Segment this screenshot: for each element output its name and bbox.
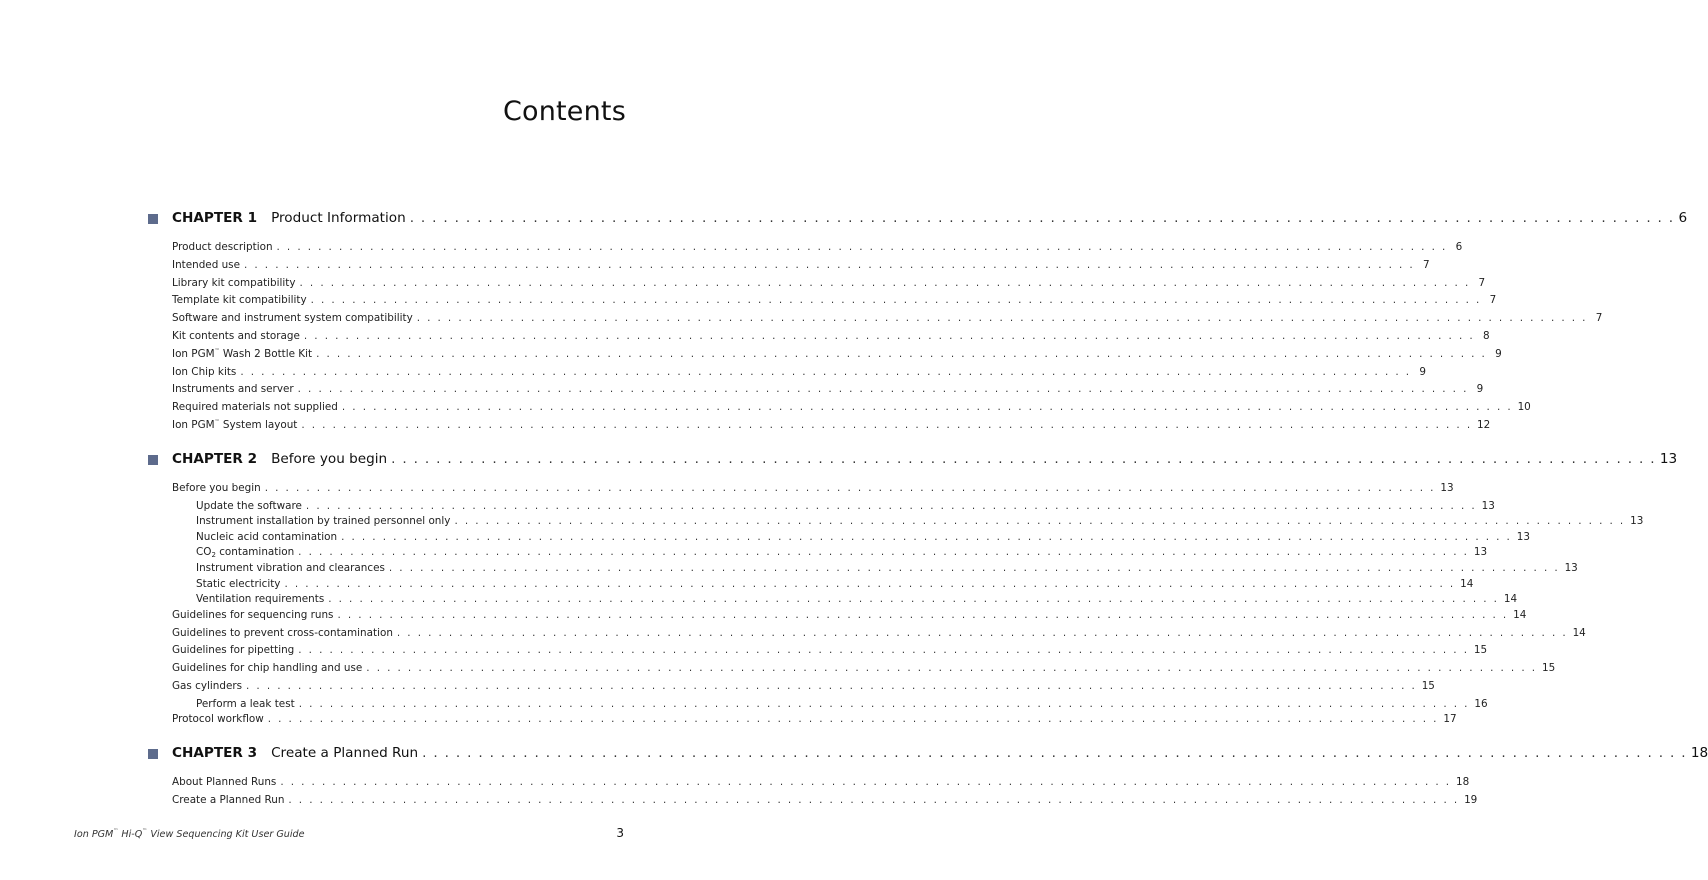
dot-leader: . . . . . . . . . . . . . . . . . . . . . . . . . . . . . . . . . . . . . . . . . . . . . . . . . . . . . . . . . . . . . . . . . . . . . . . . . . . . . . . . . . . . . . . . . . . . . . . . . . . . . . . . . . . . . . . . . — [409, 210, 1675, 226]
dot-leader: . . . . . . . . . . . . . . . . . . . . . . . . . . . . . . . . . . . . . . . . . . . . . . . . . . . . . . . . . . . . . . . . . . . . . . . . . . . . . . . . . . . . . . . . . . . . . . . . . . . . . . . . . . . . . . . . . — [280, 776, 1451, 789]
dot-leader: . . . . . . . . . . . . . . . . . . . . . . . . . . . . . . . . . . . . . . . . . . . . . . . . . . . . . . . . . . . . . . . . . . . . . . . . . . . . . . . . . . . . . . . . . . . . . . . . . . . . . . . . . . . . . . . . . — [267, 713, 1439, 726]
toc-entry-text: Intended use — [172, 258, 240, 271]
toc-entry-page: 14 — [1460, 577, 1474, 590]
toc-entry[interactable] — [172, 329, 1490, 348]
toc-entry-page: 14 — [1572, 626, 1586, 639]
text-part: CO — [196, 546, 212, 559]
toc-entry-page: 10 — [1517, 401, 1531, 414]
toc-entry[interactable] — [172, 258, 1430, 277]
page-title: Contents — [502, 96, 626, 128]
toc-entry-page: 7 — [1489, 294, 1497, 307]
dot-leader: . . . . . . . . . . . . . . . . . . . . . . . . . . . . . . . . . . . . . . . . . . . . . . . . . . . . . . . . . . . . . . . . . . . . . . . . . . . . . . . . . . . . . . . . . . . . . . . . . . . . . . . . . . . . . . . . . — [305, 499, 1477, 512]
toc-entry-page: 13 — [1473, 546, 1488, 559]
chapter-1-entries — [148, 241, 1603, 437]
dot-leader: . . . . . . . . . . . . . . . . . . . . . . . . . . . . . . . . . . . . . . . . . . . . . . . . . . . . . . . . . . . . . . . . . . . . . . . . . . . . . . . . . . . . . . . . . . . . . . . . . . . . . . . . . . . . . . . . . — [422, 745, 1687, 762]
text-part: Hi-Q — [118, 829, 143, 840]
text-part: Ion PGM — [172, 347, 215, 360]
chapter-3-entries — [148, 776, 1478, 812]
toc-entry-text: Kit contents and storage — [172, 329, 300, 342]
square-bullet-icon — [148, 749, 158, 759]
toc-entry-text — [172, 348, 312, 360]
toc-entry-page: 13 — [1481, 499, 1495, 512]
toc-entry-text: Guidelines for chip handling and use — [172, 662, 363, 675]
toc-entry-text: Guidelines for pipetting — [172, 644, 295, 657]
toc-subentry[interactable] — [196, 697, 1488, 714]
chapter-title: Before you begin — [271, 450, 388, 467]
toc-entry-text: Instrument vibration and clearances — [196, 561, 385, 574]
toc-subentry[interactable] — [196, 546, 1488, 562]
toc-entry-page: 19 — [1464, 793, 1478, 806]
toc-entry[interactable] — [172, 418, 1491, 437]
chapter-page-number: 18 — [1690, 745, 1708, 762]
table-of-contents — [148, 210, 1708, 826]
toc-entry-text: Guidelines to prevent cross-contamination — [172, 626, 393, 639]
dot-leader: . . . . . . . . . . . . . . . . . . . . . . . . . . . . . . . . . . . . . . . . . . . . . . . . . . . . . . . . . . . . . . . . . . . . . . . . . . . . . . . . . . . . . . . . . . . . . . . . . . . . . . . . . . . . . . . . . — [297, 383, 1469, 396]
dot-leader: . . . . . . . . . . . . . . . . . . . . . . . . . . . . . . . . . . . . . . . . . . . . . . . . . . . . . . . . . . . . . . . . . . . . . . . . . . . . . . . . . . . . . . . . . . . . . . . . . . . . . . . . . . . . . . . . . — [246, 679, 1417, 692]
toc-entry-page: 6 — [1455, 241, 1463, 253]
toc-entry-page: 13 — [1564, 561, 1578, 574]
dot-leader: . . . . . . . . . . . . . . . . . . . . . . . . . . . . . . . . . . . . . . . . . . . . . . . . . . . . . . . . . . . . . . . . . . . . . . . . . . . . . . . . . . . . . . . . . . . . . . . . . . . . . . . . . . . . . . . . . — [298, 697, 1470, 710]
footer-page-number: 3 — [616, 826, 624, 840]
toc-entry-page: 15 — [1541, 662, 1556, 675]
square-bullet-icon — [148, 214, 158, 224]
toc-chapter-1[interactable] — [148, 210, 1688, 232]
toc-entry-text: Ion Chip kits — [172, 365, 237, 378]
dot-leader: . . . . . . . . . . . . . . . . . . . . . . . . . . . . . . . . . . . . . . . . . . . . . . . . . . . . . . . . . . . . . . . . . . . . . . . . . . . . . . . . . . . . . . . . . . . . . . . . . . . . . . . . . . . . . . . . . — [366, 662, 1537, 675]
toc-entry-text: Nucleic acid contamination — [196, 530, 338, 543]
dot-leader: . . . . . . . . . . . . . . . . . . . . . . . . . . . . . . . . . . . . . . . . . . . . . . . . . . . . . . . . . . . . . . . . . . . . . . . . . . . . . . . . . . . . . . . . . . . . . . . . . . . . . . . . . . . . . . . . . — [298, 546, 1469, 559]
toc-subentry[interactable] — [196, 593, 1518, 609]
toc-entry-page: 13 — [1516, 530, 1530, 543]
toc-entry-page: 9 — [1476, 383, 1484, 396]
dot-leader: . . . . . . . . . . . . . . . . . . . . . . . . . . . . . . . . . . . . . . . . . . . . . . . . . . . . . . . . . . . . . . . . . . . . . . . . . . . . . . . . . . . . . . . . . . . . . . . . . . . . . . . . . . . . . . . . . — [298, 644, 1469, 657]
toc-entry[interactable] — [172, 383, 1484, 401]
square-bullet-icon — [148, 455, 158, 465]
toc-entry-text: Protocol workflow — [172, 713, 264, 726]
toc-entry-text: Library kit compatibility — [172, 276, 296, 289]
dot-leader: . . . . . . . . . . . . . . . . . . . . . . . . . . . . . . . . . . . . . . . . . . . . . . . . . . . . . . . . . . . . . . . . . . . . . . . . . . . . . . . . . . . . . . . . . . . . . . . . . . . . . . . . . . . . . . . . . — [264, 481, 1436, 494]
toc-entry-text: Required materials not supplied — [172, 401, 338, 414]
dot-leader: . . . . . . . . . . . . . . . . . . . . . . . . . . . . . . . . . . . . . . . . . . . . . . . . . . . . . . . . . . . . . . . . . . . . . . . . . . . . . . . . . . . . . . . . . . . . . . . . . . . . . . . . . . . . . . . . . — [396, 626, 1568, 639]
toc-entry-page: 7 — [1478, 276, 1486, 289]
toc-entry[interactable] — [172, 608, 1527, 627]
toc-entry[interactable] — [172, 312, 1603, 330]
chapter-number: CHAPTER 1 — [172, 210, 258, 226]
toc-entry-page: 13 — [1440, 481, 1454, 494]
chapter-2-entries — [148, 481, 1644, 731]
toc-subentry[interactable] — [196, 515, 1644, 531]
chapter-page-number: 13 — [1659, 450, 1678, 467]
toc-entry-text: Instruments and server — [172, 383, 294, 396]
toc-entry-page: 9 — [1495, 347, 1502, 360]
toc-entry-page: 7 — [1423, 258, 1430, 271]
toc-entry[interactable] — [172, 662, 1556, 680]
toc-entry-text: Create a Planned Run — [172, 793, 285, 806]
toc-chapter-2[interactable] — [148, 450, 1678, 473]
toc-entry-text: Perform a leak test — [196, 697, 295, 710]
dot-leader: . . . . . . . . . . . . . . . . . . . . . . . . . . . . . . . . . . . . . . . . . . . . . . . . . . . . . . . . . . . . . . . . . . . . . . . . . . . . . . . . . . . . . . . . . . . . . . . . . . . . . . . . . . . . . . . . . — [288, 793, 1460, 806]
dot-leader: . . . . . . . . . . . . . . . . . . . . . . . . . . . . . . . . . . . . . . . . . . . . . . . . . . . . . . . . . . . . . . . . . . . . . . . . . . . . . . . . . . . . . . . . . . . . . . . . . . . . . . . . . . . . . . . . . — [240, 365, 1411, 378]
dot-leader: . . . . . . . . . . . . . . . . . . . . . . . . . . . . . . . . . . . . . . . . . . . . . . . . . . . . . . . . . . . . . . . . . . . . . . . . . . . . . . . . . . . . . . . . . . . . . . . . . . . . . . . . . . . . . . . . . — [391, 450, 1656, 467]
toc-entry-page: 9 — [1419, 365, 1426, 378]
dot-leader: . . . . . . . . . . . . . . . . . . . . . . . . . . . . . . . . . . . . . . . . . . . . . . . . . . . . . . . . . . . . . . . . . . . . . . . . . . . . . . . . . . . . . . . . . . . . . . . . . . . . . . . . . . . . . . . . . — [388, 561, 1560, 574]
toc-entry-text: Software and instrument system compatibility — [172, 312, 413, 325]
toc-entry-page: 7 — [1595, 312, 1603, 325]
text-part: Ion PGM — [74, 829, 114, 840]
chapter-number: CHAPTER 3 — [172, 745, 258, 762]
toc-entry[interactable] — [172, 626, 1586, 645]
dot-leader: . . . . . . . . . . . . . . . . . . . . . . . . . . . . . . . . . . . . . . . . . . . . . . . . . . . . . . . . . . . . . . . . . . . . . . . . . . . . . . . . . . . . . . . . . . . . . . . . . . . . . . . . . . . . . . . . . — [276, 241, 1448, 253]
dot-leader: . . . . . . . . . . . . . . . . . . . . . . . . . . . . . . . . . . . . . . . . . . . . . . . . . . . . . . . . . . . . . . . . . . . . . . . . . . . . . . . . . . . . . . . . . . . . . . . . . . . . . . . . . . . . . . . . . — [299, 276, 1471, 289]
dot-leader: . . . . . . . . . . . . . . . . . . . . . . . . . . . . . . . . . . . . . . . . . . . . . . . . . . . . . . . . . . . . . . . . . . . . . . . . . . . . . . . . . . . . . . . . . . . . . . . . . . . . . . . . . . . . . . . . . — [337, 608, 1509, 621]
toc-subentry[interactable] — [196, 499, 1495, 516]
toc-entry-text: Update the software — [196, 499, 302, 512]
subscript-two: 2 — [211, 551, 216, 560]
toc-entry[interactable] — [172, 365, 1426, 384]
toc-entry[interactable] — [172, 644, 1488, 662]
chapter-title: Product Information — [271, 210, 406, 226]
toc-entry[interactable] — [172, 481, 1454, 500]
toc-subentry[interactable] — [196, 561, 1578, 578]
text-part: System layout — [219, 418, 298, 431]
dot-leader: . . . . . . . . . . . . . . . . . . . . . . . . . . . . . . . . . . . . . . . . . . . . . . . . . . . . . . . . . . . . . . . . . . . . . . . . . . . . . . . . . . . . . . . . . . . . . . . . . . . . . . . . . . . . . . . . . — [284, 577, 1456, 590]
toc-entry[interactable] — [172, 347, 1502, 366]
trademark-mark: ™ — [142, 828, 148, 834]
toc-entry-page: 12 — [1477, 418, 1491, 431]
chapter-page-number: 6 — [1678, 210, 1688, 226]
toc-entry-page: 14 — [1513, 608, 1527, 621]
trademark-mark: ™ — [214, 347, 220, 354]
dot-leader: . . . . . . . . . . . . . . . . . . . . . . . . . . . . . . . . . . . . . . . . . . . . . . . . . . . . . . . . . . . . . . . . . . . . . . . . . . . . . . . . . . . . . . . . . . . . . . . . . . . . . . . . . . . . . . . . . — [316, 347, 1487, 360]
toc-entry[interactable] — [172, 713, 1457, 731]
toc-entry-text: Guidelines for sequencing runs — [172, 608, 334, 621]
toc-entry[interactable] — [172, 294, 1497, 312]
text-part: Wash 2 Bottle Kit — [219, 347, 313, 360]
dot-leader: . . . . . . . . . . . . . . . . . . . . . . . . . . . . . . . . . . . . . . . . . . . . . . . . . . . . . . . . . . . . . . . . . . . . . . . . . . . . . . . . . . . . . . . . . . . . . . . . . . . . . . . . . . . . . . . . . — [341, 401, 1513, 414]
dot-leader: . . . . . . . . . . . . . . . . . . . . . . . . . . . . . . . . . . . . . . . . . . . . . . . . . . . . . . . . . . . . . . . . . . . . . . . . . . . . . . . . . . . . . . . . . . . . . . . . . . . . . . . . . . . . . . . . . — [243, 258, 1415, 271]
toc-entry-page: 16 — [1474, 697, 1488, 710]
toc-entry-page: 18 — [1456, 776, 1470, 789]
text-part: contamination — [215, 546, 295, 559]
toc-subentry[interactable] — [196, 530, 1530, 547]
toc-entry-text: Ventilation requirements — [196, 593, 325, 606]
chapter-number: CHAPTER 2 — [172, 450, 258, 467]
text-part: View Sequencing Kit User Guide — [147, 829, 305, 840]
dot-leader: . . . . . . . . . . . . . . . . . . . . . . . . . . . . . . . . . . . . . . . . . . . . . . . . . . . . . . . . . . . . . . . . . . . . . . . . . . . . . . . . . . . . . . . . . . . . . . . . . . . . . . . . . . . . . . . . . — [416, 312, 1588, 325]
toc-entry-text — [196, 546, 294, 559]
trademark-mark: ™ — [214, 418, 220, 425]
footer-guide-title — [74, 828, 305, 840]
dot-leader: . . . . . . . . . . . . . . . . . . . . . . . . . . . . . . . . . . . . . . . . . . . . . . . . . . . . . . . . . . . . . . . . . . . . . . . . . . . . . . . . . . . . . . . . . . . . . . . . . . . . . . . . . . . . . . . . . — [301, 418, 1473, 431]
trademark-mark: ™ — [113, 828, 119, 834]
chapter-title: Create a Planned Run — [271, 745, 419, 762]
toc-entry-page: 15 — [1473, 644, 1488, 657]
dot-leader: . . . . . . . . . . . . . . . . . . . . . . . . . . . . . . . . . . . . . . . . . . . . . . . . . . . . . . . . . . . . . . . . . . . . . . . . . . . . . . . . . . . . . . . . . . . . . . . . . . . . . . . . . . . . . . . . . — [310, 294, 1482, 307]
toc-entry-page: 15 — [1421, 679, 1435, 692]
toc-entry-page: 14 — [1503, 593, 1518, 606]
toc-entry[interactable] — [172, 776, 1470, 794]
toc-entry-text: Gas cylinders — [172, 679, 243, 692]
toc-entry-text: Before you begin — [172, 481, 261, 494]
toc-entry[interactable] — [172, 793, 1478, 812]
dot-leader: . . . . . . . . . . . . . . . . . . . . . . . . . . . . . . . . . . . . . . . . . . . . . . . . . . . . . . . . . . . . . . . . . . . . . . . . . . . . . . . . . . . . . . . . . . . . . . . . . . . . . . . . . . . . . . . . . — [328, 593, 1499, 606]
toc-entry-text: About Planned Runs — [172, 776, 277, 789]
toc-entry-text: Product description — [172, 241, 273, 253]
toc-entry[interactable] — [172, 276, 1486, 295]
toc-entry-text: Instrument installation by trained personnel only — [196, 515, 451, 528]
toc-entry-text — [172, 419, 297, 431]
toc-entry-page: 17 — [1443, 713, 1457, 726]
toc-subentry[interactable] — [196, 577, 1474, 594]
toc-entry-page: 8 — [1482, 329, 1490, 342]
toc-entry[interactable] — [172, 401, 1531, 419]
toc-chapter-3[interactable] — [148, 745, 1708, 767]
toc-entry-text: Static electricity — [196, 577, 281, 590]
toc-entry[interactable] — [172, 241, 1463, 259]
dot-leader: . . . . . . . . . . . . . . . . . . . . . . . . . . . . . . . . . . . . . . . . . . . . . . . . . . . . . . . . . . . . . . . . . . . . . . . . . . . . . . . . . . . . . . . . . . . . . . . . . . . . . . . . . . . . . . . . . — [303, 329, 1475, 342]
dot-leader: . . . . . . . . . . . . . . . . . . . . . . . . . . . . . . . . . . . . . . . . . . . . . . . . . . . . . . . . . . . . . . . . . . . . . . . . . . . . . . . . . . . . . . . . . . . . . . . . . . . . . . . . . . . . . . . . . — [341, 530, 1512, 543]
text-part: Ion PGM — [172, 418, 215, 431]
toc-entry-page: 13 — [1630, 515, 1644, 528]
dot-leader: . . . . . . . . . . . . . . . . . . . . . . . . . . . . . . . . . . . . . . . . . . . . . . . . . . . . . . . . . . . . . . . . . . . . . . . . . . . . . . . . . . . . . . . . . . . . . . . . . . . . . . . . . . . . . . . . . — [454, 515, 1626, 528]
toc-entry[interactable] — [172, 679, 1435, 698]
toc-entry-text: Template kit compatibility — [172, 294, 307, 307]
